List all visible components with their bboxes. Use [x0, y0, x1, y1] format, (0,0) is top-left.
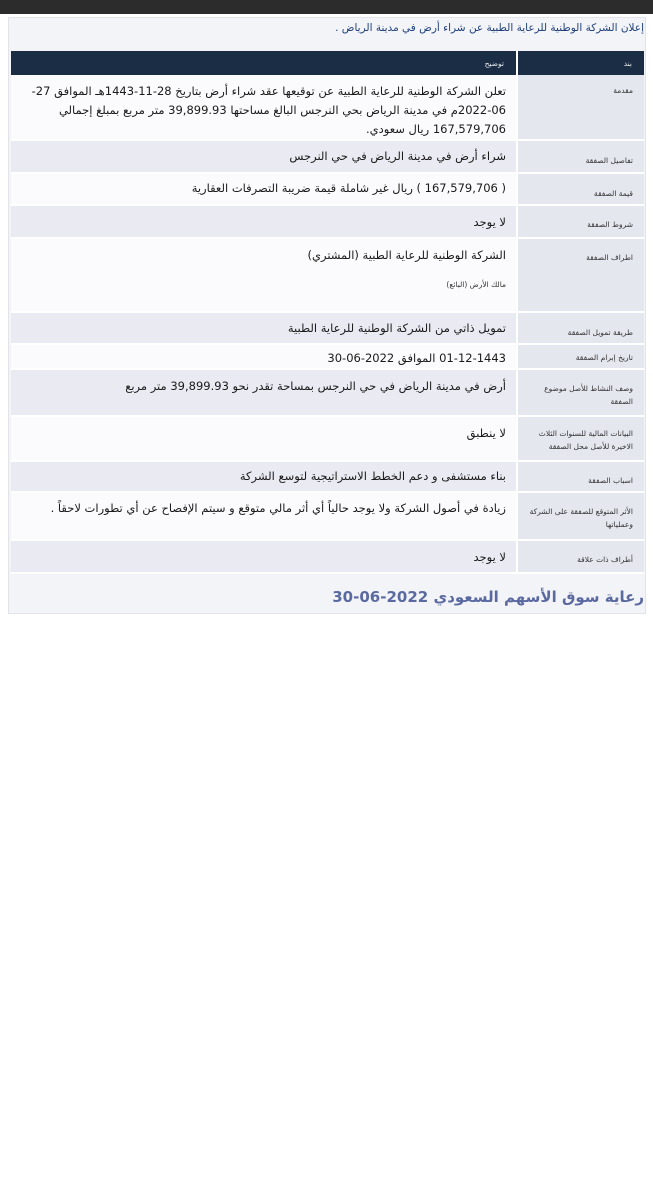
row-value: زيادة في أصول الشركة ولا يوجد حالياً أي أثر مالي متوقع و سيتم الإفصاح عن أي تطورات لاحقاً .: [11, 492, 517, 540]
row-label: البيانات المالية للسنوات الثلاث الاخيرة للأصل محل الصفقة: [517, 416, 644, 461]
row-value: ( 167,579,706 ) ريال غير شاملة قيمة ضريبة التصرفات العقارية: [11, 173, 517, 205]
table-row: [11, 416, 644, 461]
row-label: اطراف الصفقة: [517, 238, 644, 312]
row-value: تمويل ذاتي من الشركة الوطنية للرعاية الطبية: [11, 312, 517, 344]
row-label: الأثر المتوقع للصفقة على الشركة وعملياتها: [517, 492, 644, 540]
row-label: مقدمة: [517, 75, 644, 140]
row-label: تاريخ إبرام الصفقة: [517, 344, 644, 369]
table-row: [11, 492, 644, 540]
table-row: [11, 461, 644, 492]
row-value: لا يوجد: [11, 205, 517, 238]
row-label: اسباب الصفقة: [517, 461, 644, 492]
row-value: بناء مستشفى و دعم الخطط الاستراتيجية لتوسع الشركة: [11, 461, 517, 492]
row-label: وصف النشاط للأصل موضوع الصفقة: [517, 369, 644, 416]
row-value: 01-12-1443 الموافق 2022-06-30: [11, 344, 517, 369]
announcement-title: إعلان الشركة الوطنية للرعاية الطبية عن شراء أرض في مدينة الرياض .: [335, 22, 644, 34]
row-label: قيمة الصفقة: [517, 173, 644, 205]
buyer-party: الشركة الوطنية للرعاية الطبية (المشتري): [307, 248, 506, 262]
row-value: شراء أرض في مدينة الرياض في حي النرجس: [11, 140, 517, 173]
header-item: بند: [517, 51, 644, 75]
table-row: [11, 312, 644, 344]
row-value: أرض في مدينة الرياض في حي النرجس بمساحة تقدر نحو 39,899.93 متر مربع: [11, 369, 517, 416]
table-row: [11, 173, 644, 205]
row-value: [11, 238, 517, 312]
row-value: لا يوجد: [11, 540, 517, 573]
seller-party: مالك الأرض (البائع): [446, 280, 506, 289]
table-row: [11, 540, 644, 573]
row-label: أطراف ذات علاقة: [517, 540, 644, 573]
top-status-bar: [0, 0, 653, 14]
announcement-table: [11, 51, 644, 574]
row-value: لا ينطبق: [11, 416, 517, 461]
table-row: [11, 205, 644, 238]
table-row: [11, 140, 644, 173]
row-label: شروط الصفقة: [517, 205, 644, 238]
table-row: [11, 344, 644, 369]
table-row: [11, 369, 644, 416]
footer-caption: رعاية سوق الأسهم السعودي 2022-06-30: [332, 588, 644, 606]
row-label: طريقة تمويل الصفقة: [517, 312, 644, 344]
table-row: [11, 238, 644, 312]
header-description: توضيح: [11, 51, 517, 75]
table-header-row: [11, 51, 644, 75]
row-label: تفاصيل الصفقة: [517, 140, 644, 173]
row-value: تعلن الشركة الوطنية للرعاية الطبية عن توقيعها عقد شراء أرض بتاريخ 28-11-1443هـ الموافق 27-06-2022م في مدينة الرياض بحي النرجس البالغ مساحتها 39,899.93 متر مربع بمبلغ إجمالي 167,579,706 ريال سعودي.: [11, 75, 517, 140]
table-row: [11, 75, 644, 140]
